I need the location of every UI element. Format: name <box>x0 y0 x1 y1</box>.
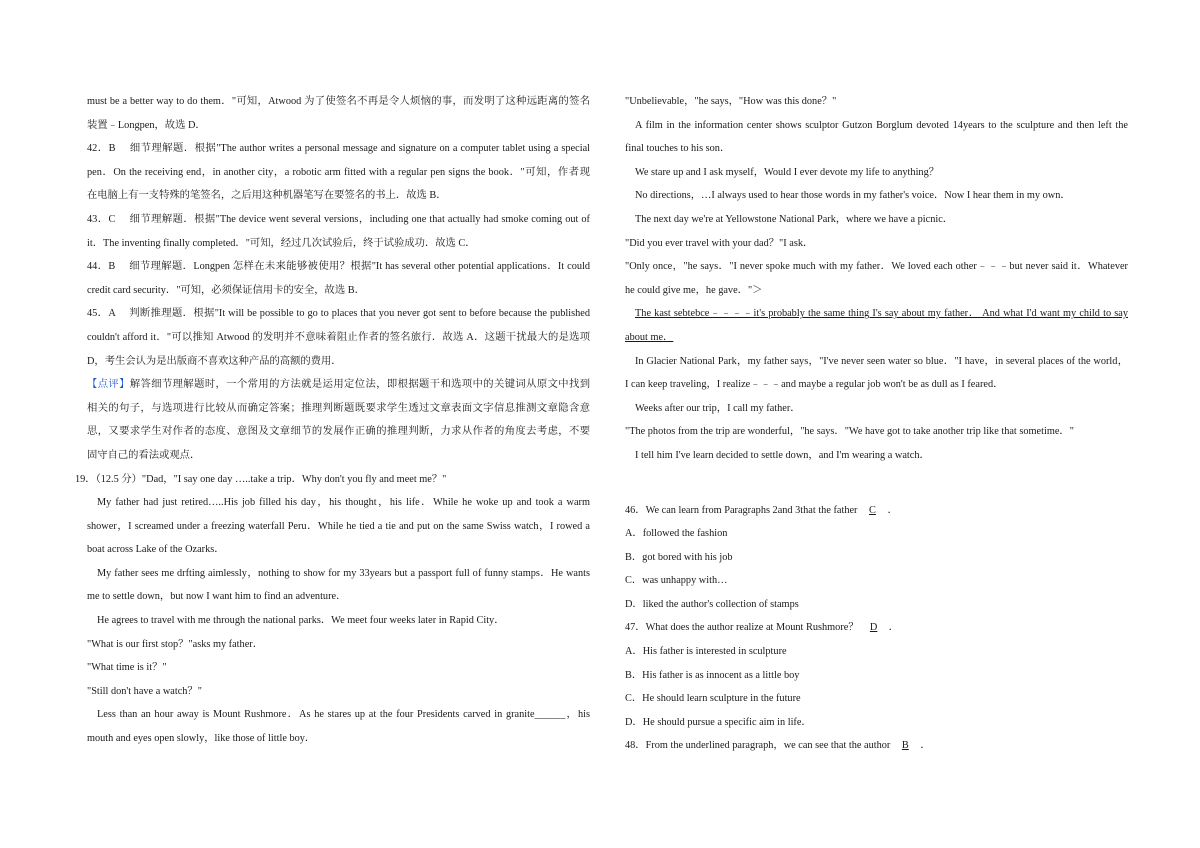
spacer <box>625 468 1128 499</box>
text-line: boat across Lake of the Ozarks． <box>87 544 225 556</box>
text-line: My father had just retired…..His job filled his day，his thought，his life．While he woke up and took a warm <box>97 497 590 509</box>
question-47 <box>625 616 1128 640</box>
text-line: Weeks after our trip，I call my father． <box>635 402 801 414</box>
text-line: "Still don't have a watch？" <box>87 685 202 697</box>
question-46-end: ． <box>887 504 898 516</box>
question-46 <box>625 499 1128 523</box>
text-line: credit card security．"可知，必须保证信用卡的安全，故选 B． <box>87 284 365 296</box>
question-48-stem: 48．From the underlined paragraph，we can see that the author <box>625 740 891 752</box>
text-line: pen．On the receiving end，in another city，a robotic arm fitted with a regular pen signs the book．"可知，作者现 <box>87 166 590 178</box>
answer-44-line: 44．B 细节理解题．Longpen 怎样在未来能够被使用？根据"It has several other potential applications．It could <box>87 261 590 273</box>
text-line: We stare up and I ask myself，Would I ever devote my life to anything？ <box>635 166 940 178</box>
right-column <box>625 90 1128 758</box>
comment-line <box>87 373 590 397</box>
text-line: couldn't afford it．"可以推知 Atwood 的发明并不意味着阻止作者的签名旅行．故选 A．这题干扰最大的是选项 <box>87 331 590 343</box>
text-line: me to settle down，but now I want him to find an adventure． <box>87 591 347 603</box>
text-line: final touches to his son． <box>625 143 731 155</box>
text-line: Less than an hour away is Mount Rushmore．As he stares up at the four Presidents carved in granite______，his <box>97 709 590 721</box>
answer-45-line: 45．A 判断推理题．根据"It will be possible to go to places that you never got sent to before because the published <box>87 308 590 320</box>
option: C．He should learn sculpture in the future <box>625 693 801 705</box>
option: C．was unhappy with… <box>625 575 728 587</box>
text-line: "The photos from the trip are wonderful，"he says．"We have got to take another trip like that sometime．" <box>625 426 1074 438</box>
text-line: No directions，…I always used to hear those words in my father's voice．Now I hear them in my own． <box>635 190 1071 202</box>
underlined-paragraph: The kast sebtebce﹣﹣﹣﹣it's probably the same thing I's say about my father． And what I'd want my child to say <box>635 308 1128 320</box>
text-line: In Glacier National Park，my father says，"I've never seen water so blue．"I have，in several places of the world， <box>635 355 1128 367</box>
text-line: My father sees me drfting aimlessly，nothing to show for my 33years but a passport full of funny stamps．He wants <box>97 567 590 579</box>
question-47-stem: 47．What does the author realize at Mount Rushmore？ <box>625 622 859 634</box>
text-line: A film in the information center shows sculptor Gutzon Borglum devoted 14years to the sculpture and then left the <box>635 119 1128 131</box>
answer-43-line: 43．C 细节理解题．根据"The device went several versions，including one that actually had smoke coming out of <box>87 213 590 225</box>
text-line: must be a better way to do them．"可知，Atwood 为了使签名不再是令人烦恼的事，而发明了这种远距离的签名 <box>87 96 590 107</box>
text-line: "Did you ever travel with your dad？"I ask． <box>625 237 814 249</box>
text-line: I tell him I've learn decided to settle down，and I'm wearing a watch． <box>635 449 930 461</box>
question-48 <box>625 734 1128 758</box>
text-line: "What is our first stop？"asks my father． <box>87 638 263 650</box>
text-line: "What time is it？" <box>87 662 167 674</box>
comment-tag: 【点评】 <box>87 379 130 391</box>
option: D．liked the author's collection of stamps <box>625 598 799 610</box>
text-line: I can keep traveling，I realize﹣﹣﹣and maybe a regular job won't be as dull as I feared． <box>625 379 1004 391</box>
text-line: 在电脑上有一支特殊的笔签名，之后用这种机器笔写在要签名的书上．故选 B． <box>87 190 447 202</box>
text-line: The next day we're at Yellowstone National Park，where we have a picnic． <box>635 213 954 225</box>
question-19-heading: 19．（12.5 分）"Dad，"I say one day …..take a trip．Why don't you fly and meet me？" <box>75 473 447 485</box>
answer-42-line: 42．B 细节理解题．根据"The author writes a personal message and signature on a computer tablet using a special <box>87 143 590 155</box>
text-line: 思，又要求学生对作者的态度、意图及文章细节的发展作正确的推理判断，力求从作者的角度去考虑，不要 <box>87 426 590 438</box>
comment-text: 解答细节理解题时，一个常用的方法就是运用定位法，即根据题干和选项中的关键词从原文中找到 <box>129 379 590 391</box>
left-column <box>75 90 590 751</box>
question-48-answer: B <box>901 740 909 752</box>
text-line: "Unbelievable，"he says，"How was this done？" <box>625 96 837 107</box>
text-line: D，考生会认为是出版商不喜欢这种产品的高额的费用． <box>87 355 342 367</box>
text-line: mouth and eyes open slowly，like those of little boy． <box>87 733 316 745</box>
text-line: He agrees to travel with me through the national parks．We meet four weeks later in Rapid City． <box>97 615 505 627</box>
text-line: 装置﹣Longpen，故选 D． <box>87 119 206 131</box>
option: B．got bored with his job <box>625 551 733 563</box>
option: D．He should pursue a specific aim in life． <box>625 716 812 728</box>
question-46-answer: C <box>869 504 876 516</box>
underlined-paragraph-end: about me． <box>625 331 674 343</box>
option: A．His father is interested in sculpture <box>625 646 787 658</box>
text-line: it．The inventing finally completed．"可知，经过几次试验后，终于试验成功．故选 C． <box>87 237 476 249</box>
text-line: shower，I screamed under a freezing waterfall Peru．While he tied a tie and put on the same Swiss watch，I rowed a <box>87 520 590 532</box>
question-48-end: ． <box>920 740 931 752</box>
option: A．followed the fashion <box>625 528 728 540</box>
question-46-stem: 46．We can learn from Paragraphs 2and 3that the father <box>625 504 858 516</box>
question-47-end: ． <box>888 622 899 634</box>
text-line: 相关的句子，与选项进行比较从而确定答案；推理判断题既要求学生透过文章表面文字信息推测文章隐含意 <box>87 402 590 414</box>
text-line: "Only once，"he says．"I never spoke much with my father．We loved each other﹣﹣﹣but never said it．Whatever <box>625 261 1128 273</box>
text-line: he could give me，he gave．"＞ <box>625 284 763 296</box>
question-47-answer: D <box>869 622 878 634</box>
text-line: 固守自己的看法或观点． <box>87 449 201 461</box>
option: B．His father is as innocent as a little boy <box>625 669 800 681</box>
